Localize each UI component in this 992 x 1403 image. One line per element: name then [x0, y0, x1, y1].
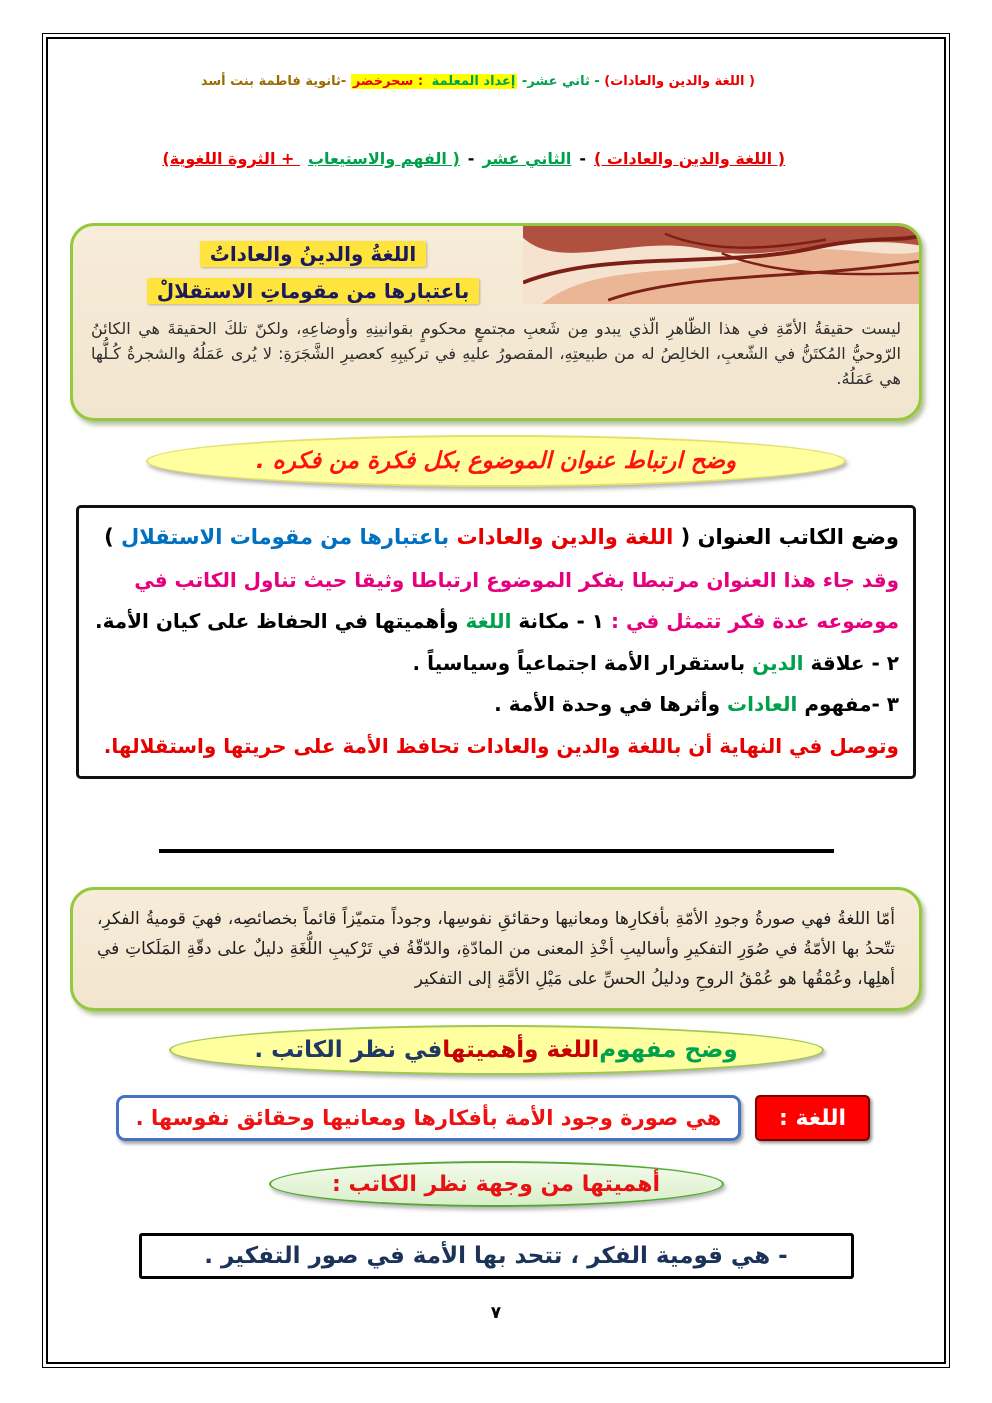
answer-1-point-1-rest: وأهميتها في الحفاظ على كيان الأمة. — [95, 609, 459, 634]
answer-1-point-3: ٣ -مفهوم — [797, 692, 899, 717]
answer-1-point-2-keyword: الدين — [745, 650, 804, 675]
importance-heading-text: أهميتها من وجهة نظر الكاتب : — [332, 1171, 660, 1197]
answer-1-line-4 — [93, 643, 899, 685]
subheader-subject: ( اللغة والدين والعادات ) — [594, 149, 786, 168]
header-subject: ( اللغة والدين والعادات) — [604, 74, 755, 89]
subheader-grade: الثاني عشر — [482, 149, 572, 168]
language-definition-text: هي صورة وجود الأمة بأفكارها ومعانيها وحقائق نفوسها . — [135, 1106, 722, 1131]
answer-1-line-1-intro: وضع الكاتب العنوان ( — [673, 525, 899, 549]
question-2-part-2: اللغة وأهميتها — [442, 1037, 600, 1064]
subheader-skill-1: ( الفهم والاستيعاب — [307, 149, 460, 168]
answer-1-line-1-title: اللغة والدين والعادات — [449, 525, 674, 549]
answer-1-point-2-rest: باستقرار الأمة اجتماعياً وسياسياً . — [412, 650, 746, 675]
source-paragraph-2: أمّا اللغةُ فهي صورةُ وجودِ الأمّةِ بأفكارِها ومعانيها وحقائقِ نفوسِها، وجوداً متميّزاً قائماً بخصائصِه، فهيَ قوميةُ الفكرِ، تتّحدُ بها الأمّةُ في صُوَرِ التفكيرِ وأساليبِ أخْذِ المعنى من المادّةِ، والدّقّةُ في تَرْكيبِ اللُّغَةِ دليلٌ على دقّةِ المَلَكاتِ في أهلِها، وعُمْقُها هو عُمْقُ الروحِ ودليلُ الحسِّ على مَيْلِ الأمَّةِ إلى التفكير — [97, 908, 895, 990]
answer-1-point-3-rest: وأثرها في وحدة الأمة . — [494, 692, 721, 717]
subheader-skill-2: + الثروة اللغوية) — [162, 149, 300, 168]
decorative-illustration — [523, 224, 921, 304]
document-subheader — [68, 130, 924, 187]
subheader-dash-2: - — [467, 149, 475, 168]
language-definition-box — [116, 1095, 741, 1141]
definition-row — [116, 1095, 870, 1141]
source-text-block-1 — [70, 223, 922, 421]
header-teacher-name: : سحرخضر — [352, 74, 428, 89]
answer-1-line-5 — [93, 684, 899, 726]
header-prepared-by: إعداد المعلمة — [431, 74, 516, 89]
answer-1-line-2: وقد جاء هذا العنوان مرتبطا بفكر الموضوع ارتباطا وثيقا حيث تناول الكاتب في — [134, 567, 899, 592]
page-content — [46, 37, 946, 1364]
lesson-title-line1: اللغةُ والدينُ والعاداتُ — [200, 241, 427, 267]
question-2-part-3: في نظر الكاتب . — [254, 1037, 443, 1064]
importance-heading-banner — [269, 1161, 724, 1207]
question-1-text: وضح ارتباط عنوان الموضوع بكل فكرة من فكره . — [255, 448, 737, 474]
answer-1-line-1-subtitle: باعتبارها من مقومات الاستقلال — [121, 525, 450, 549]
page-number: ٧ — [490, 1303, 502, 1324]
answer-1-line-3 — [93, 601, 899, 643]
question-2-part-1: وضح مفهوم — [599, 1037, 738, 1064]
answer-1-point-1-keyword: اللغة — [458, 609, 512, 634]
source-paragraph-1: ليست حقيقةُ الأمّةِ في هذا الظّاهرِ الّذي يبدو مِن شَعبِ مجتمعٍ محكومٍ بقوانينِهِ وأوضاعِهِ، ولكنّ تلكَ الحقيقةَ هي الكائنُ الرّوحيُّ المُكتَنُّ في الشّعبِ، الخالِصُ له من طبيعتِهِ، المقصورُ عليهِ في تركيبِهِ كعصيرِ الشَّجَرَةِ: لا يُرى عَمَلُهُ والشجرةُ كُـلُّها هي عَمَلُهُ. — [91, 319, 901, 389]
language-label-text: اللغة : — [779, 1105, 846, 1131]
answer-1-line-3-lead: موضوعه عدة فكر تتمثل في : — [604, 609, 899, 634]
answer-1-line-1-close: ) — [104, 525, 122, 549]
document-header — [68, 39, 924, 104]
lesson-title — [143, 236, 483, 310]
answer-1-point-1: ١ - مكانة — [511, 609, 605, 634]
importance-answer-text: - هي قومية الفكر ، تتحد بها الأمة في صور التفكير . — [204, 1243, 788, 1270]
answer-1-point-3-keyword: العادات — [720, 692, 798, 717]
page-border — [42, 33, 950, 1368]
subheader-dash-1: - — [579, 149, 587, 168]
language-label — [755, 1095, 870, 1141]
header-grade: - ثاني عشر- — [517, 74, 605, 89]
answer-1-line-1 — [93, 516, 899, 560]
source-text-block-2 — [70, 887, 922, 1012]
question-1-banner — [146, 435, 846, 487]
section-divider — [159, 849, 834, 853]
answer-1-box — [76, 505, 916, 779]
question-2-banner — [169, 1025, 824, 1075]
header-school-name: -ثانوية فاطمة بنت أسد — [200, 74, 351, 89]
lesson-title-line2: باعتبارها من مقوماتِ الاستقلالْ — [147, 278, 480, 304]
importance-answer-box — [139, 1233, 854, 1279]
answer-1-point-2: ٢ - علاقة — [803, 650, 899, 675]
answer-1-conclusion: وتوصل في النهاية أن باللغة والدين والعادات تحافظ الأمة على حريتها واستقلالها. — [103, 734, 899, 759]
